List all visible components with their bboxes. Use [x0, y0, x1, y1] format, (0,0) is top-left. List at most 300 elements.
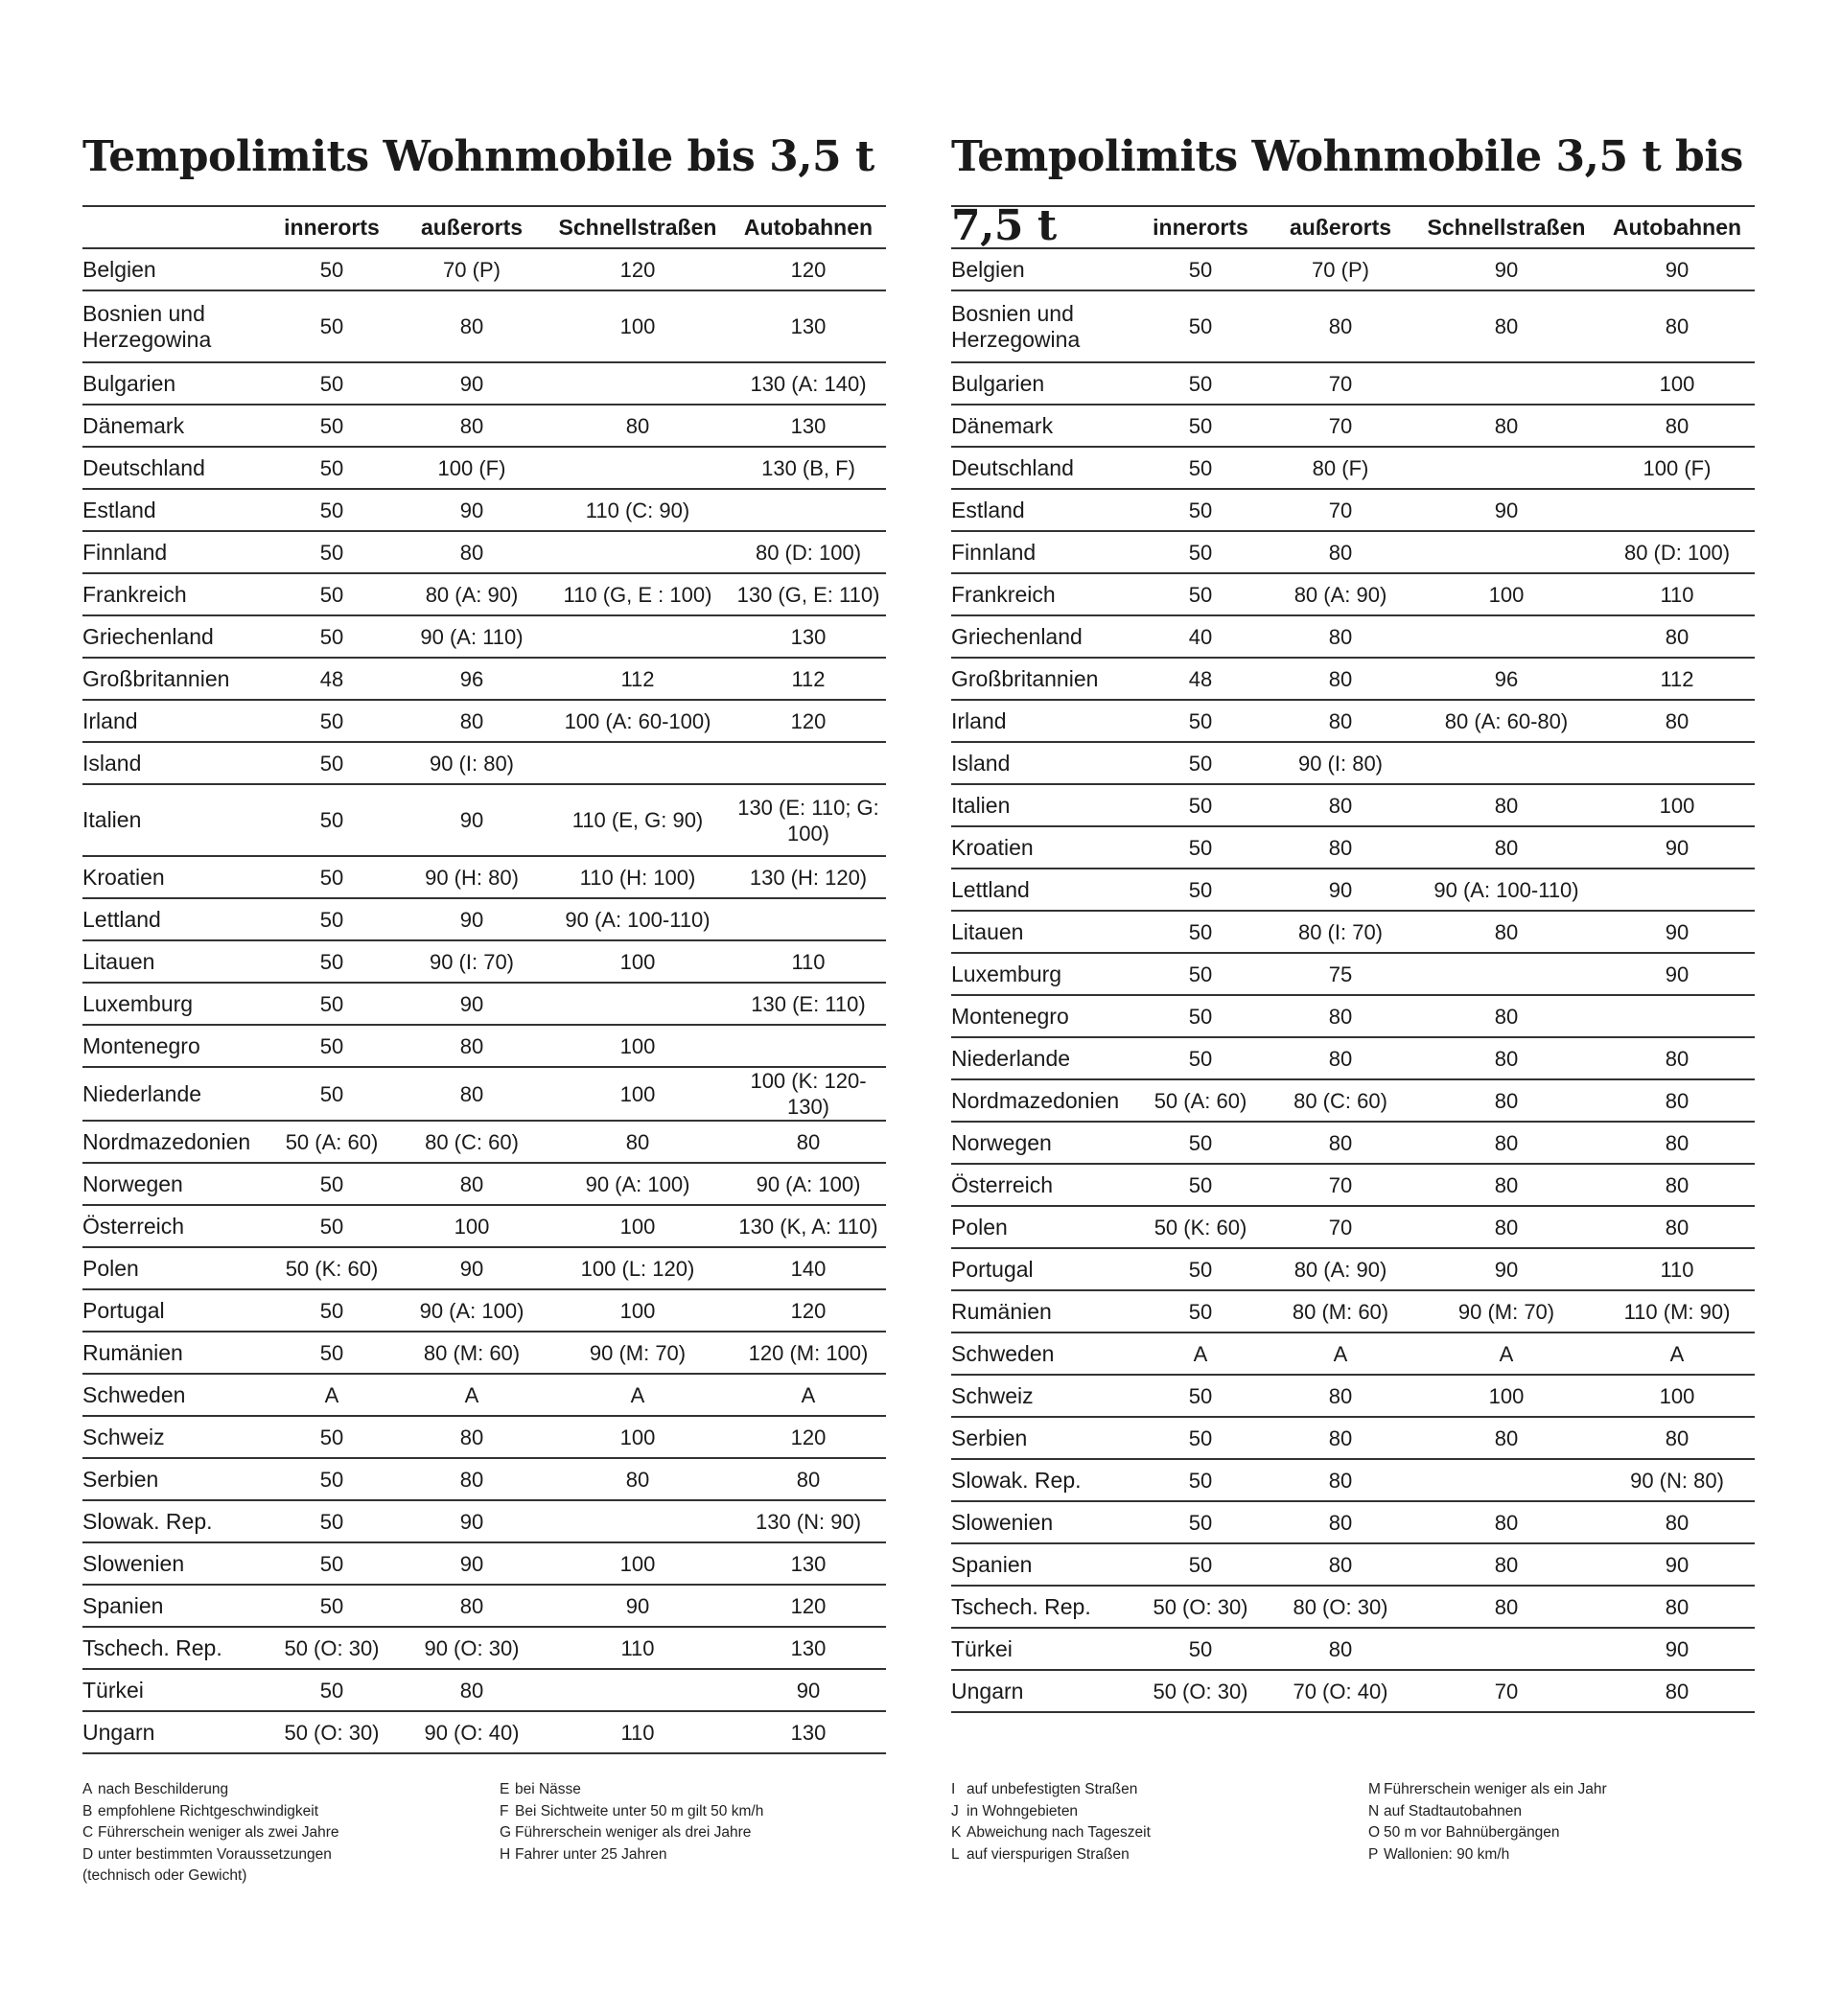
limit-cell: 50 [265, 248, 399, 290]
limit-cell: 100 [399, 1205, 545, 1247]
limit-cell: 50 (O: 30) [265, 1711, 399, 1753]
limit-cell: 70 [1268, 405, 1413, 447]
limit-cell [545, 447, 731, 489]
limit-cell: 80 (D: 100) [1599, 531, 1755, 573]
footnote-key: G [500, 1824, 512, 1841]
footnote-key: N [1368, 1802, 1380, 1819]
country-cell: Lettland [82, 898, 265, 940]
footnote [82, 1801, 485, 1823]
limit-cell: 80 [731, 1121, 886, 1163]
footnote-key: B [82, 1802, 93, 1819]
limit-cell: 90 [1599, 826, 1755, 869]
header-cell: außerorts [399, 206, 545, 248]
limit-cell: 50 [1133, 1501, 1268, 1543]
limit-cell: 80 [731, 1458, 886, 1500]
table-row [82, 856, 886, 898]
table-row [951, 447, 1755, 489]
limit-cell: 80 [1599, 1164, 1755, 1206]
header-cell-country [82, 206, 265, 248]
limit-cell: A [399, 1374, 545, 1416]
limit-cell: 50 [265, 1585, 399, 1627]
limit-cell: 40 [1133, 615, 1268, 658]
limit-cell: 50 [1133, 1248, 1268, 1290]
limit-cell: 96 [399, 658, 545, 700]
country-cell: Kroatien [82, 856, 265, 898]
limit-cell: 110 [731, 940, 886, 983]
table-row [82, 1416, 886, 1458]
country-cell: Norwegen [82, 1163, 265, 1205]
country-cell: Slowak. Rep. [951, 1459, 1133, 1501]
country-cell: Polen [82, 1247, 265, 1289]
header-cell: Autobahnen [731, 206, 886, 248]
footnote-continuation: (technisch oder Gewicht) [82, 1867, 247, 1884]
footnote-column [82, 1779, 485, 1888]
limit-cell: 80 [1268, 784, 1413, 826]
limit-cell: 50 [265, 290, 399, 362]
table-row [82, 742, 886, 784]
footnote-key: L [951, 1845, 960, 1863]
limit-cell: A [1268, 1332, 1413, 1375]
limit-cell: 50 [1133, 248, 1268, 290]
limit-cell: 80 [1268, 700, 1413, 742]
country-cell: Estland [82, 489, 265, 531]
country-cell: Island [951, 742, 1133, 784]
footnote [1368, 1801, 1771, 1823]
limit-cell: 90 [1413, 1248, 1599, 1290]
table-row [951, 1501, 1755, 1543]
limit-cell: 50 [265, 898, 399, 940]
table-row [951, 742, 1755, 784]
table-row [951, 869, 1755, 911]
limit-cell: 130 (G, E: 110) [731, 573, 886, 615]
limit-cell: 80 [1268, 1375, 1413, 1417]
limit-cell: 80 [1599, 1417, 1755, 1459]
country-cell: Österreich [82, 1205, 265, 1247]
country-cell: Spanien [82, 1585, 265, 1627]
table-row [82, 362, 886, 405]
limit-cell: 96 [1413, 658, 1599, 700]
country-cell: Belgien [82, 248, 265, 290]
country-cell: Dänemark [951, 405, 1133, 447]
limit-cell: 50 (A: 60) [265, 1121, 399, 1163]
table-row [82, 1163, 886, 1205]
limit-cell: 50 (K: 60) [1133, 1206, 1268, 1248]
limit-cell: 100 [1599, 784, 1755, 826]
footnote [951, 1822, 1354, 1844]
table-row [82, 573, 886, 615]
limit-cell: 50 [265, 1025, 399, 1067]
country-cell: Portugal [82, 1289, 265, 1332]
limit-cell: 130 (K, A: 110) [731, 1205, 886, 1247]
limit-cell: 80 [1413, 911, 1599, 953]
limit-cell [545, 615, 731, 658]
limit-cell: 100 [545, 940, 731, 983]
limit-cell: 90 (A: 100) [545, 1163, 731, 1205]
limit-cell: 80 [1268, 1628, 1413, 1670]
country-cell: Italien [82, 784, 265, 856]
limit-cell: 80 [1268, 1037, 1413, 1079]
footnote-key: I [951, 1781, 956, 1797]
country-cell: Lettland [951, 869, 1133, 911]
limit-cell: 90 (N: 80) [1599, 1459, 1755, 1501]
country-cell: Großbritannien [951, 658, 1133, 700]
table-row [951, 1037, 1755, 1079]
limit-cell: 50 [265, 1163, 399, 1205]
limit-cell: 90 [399, 983, 545, 1025]
limit-cell [545, 742, 731, 784]
limit-cell: 80 [1268, 531, 1413, 573]
limit-cell: 80 [1599, 1206, 1755, 1248]
limit-cell: 70 (P) [1268, 248, 1413, 290]
limit-cell [545, 362, 731, 405]
table-row [82, 700, 886, 742]
country-cell: Niederlande [951, 1037, 1133, 1079]
table-title: Tempolimits Wohnmobile bis 3,5 t [82, 132, 874, 181]
table-row [951, 405, 1755, 447]
limit-cell: 50 [265, 362, 399, 405]
limit-cell: 90 (A: 100) [731, 1163, 886, 1205]
limit-cell: 112 [545, 658, 731, 700]
limit-cell: 90 [399, 784, 545, 856]
limit-cell: 50 [265, 489, 399, 531]
table-row [951, 1290, 1755, 1332]
country-cell: Nordmazedonien [951, 1079, 1133, 1122]
table-row [951, 573, 1755, 615]
limit-cell: 100 (L: 120) [545, 1247, 731, 1289]
limit-cell: 120 [731, 248, 886, 290]
limit-cell [1413, 953, 1599, 995]
table-row [82, 784, 886, 856]
limit-cell [731, 489, 886, 531]
limit-cell: 50 [1133, 362, 1268, 405]
limit-cell: 120 [545, 248, 731, 290]
limit-cell: 80 [399, 700, 545, 742]
limit-cell: 90 [731, 1669, 886, 1711]
limit-cell: 130 (E: 110; G: 100) [731, 784, 886, 856]
table-row [951, 911, 1755, 953]
limit-cell: 80 [399, 405, 545, 447]
country-cell: Schweden [951, 1332, 1133, 1375]
limit-cell: 50 [1133, 953, 1268, 995]
country-cell: Portugal [951, 1248, 1133, 1290]
limit-cell: 80 (C: 60) [1268, 1079, 1413, 1122]
footnote [951, 1801, 1354, 1823]
limit-cell: 50 [1133, 1628, 1268, 1670]
country-cell: Litauen [951, 911, 1133, 953]
table-row [82, 940, 886, 983]
footnote-key: H [500, 1845, 511, 1863]
limit-cell: 90 [1599, 248, 1755, 290]
limit-cell: 70 [1413, 1670, 1599, 1712]
limit-cell: 100 (K: 120-130) [731, 1067, 886, 1121]
limit-cell: 110 [545, 1711, 731, 1753]
country-cell: Frankreich [82, 573, 265, 615]
limit-cell [545, 983, 731, 1025]
limit-cell: 50 [1133, 1037, 1268, 1079]
limit-cell: 90 (I: 70) [399, 940, 545, 983]
country-cell: Griechenland [951, 615, 1133, 658]
table-row [82, 1542, 886, 1585]
footnote-column [951, 1779, 1354, 1865]
table-row [951, 1586, 1755, 1628]
table-row [82, 489, 886, 531]
table-row [82, 658, 886, 700]
limit-cell [731, 898, 886, 940]
limit-cell: 80 [1268, 826, 1413, 869]
footnote-key: F [500, 1802, 509, 1819]
footnote-text: 50 m vor Bahnübergängen [1384, 1824, 1560, 1841]
limit-cell: 80 [1268, 1543, 1413, 1586]
country-cell: Deutschland [82, 447, 265, 489]
country-cell: Litauen [82, 940, 265, 983]
limit-cell: 70 [1268, 362, 1413, 405]
footnote-key: A [82, 1781, 93, 1797]
footnote-text: Abweichung nach Tageszeit [967, 1824, 1151, 1841]
limit-cell: 80 [1599, 615, 1755, 658]
table-row [951, 362, 1755, 405]
country-cell: Rumänien [82, 1332, 265, 1374]
limit-cell: A [731, 1374, 886, 1416]
footnote [951, 1779, 1354, 1801]
footnote-text: Wallonien: 90 km/h [1384, 1845, 1510, 1863]
table-row [951, 1670, 1755, 1712]
table-row [951, 1122, 1755, 1164]
limit-cell [1599, 995, 1755, 1037]
footnote [82, 1779, 485, 1801]
table-row [82, 898, 886, 940]
limit-cell: 80 [1599, 1079, 1755, 1122]
limit-cell: 48 [265, 658, 399, 700]
limit-cell: 50 [265, 1205, 399, 1247]
limit-cell: 90 [399, 489, 545, 531]
limit-cell: 80 (A: 90) [1268, 1248, 1413, 1290]
limit-cell: 70 (P) [399, 248, 545, 290]
limit-cell: 50 [265, 1542, 399, 1585]
limit-cell: 120 (M: 100) [731, 1332, 886, 1374]
country-cell: Bosnien und Herzegowina [951, 290, 1133, 362]
country-cell: Polen [951, 1206, 1133, 1248]
limit-cell: 50 [265, 1500, 399, 1542]
limit-cell: 50 [1133, 489, 1268, 531]
limit-cell: 90 (O: 40) [399, 1711, 545, 1753]
limit-cell: 50 [265, 531, 399, 573]
footnote-text: bei Nässe [515, 1781, 581, 1797]
limit-cell: 130 (B, F) [731, 447, 886, 489]
speed-limit-table [951, 205, 1755, 1713]
limit-cell: 90 [399, 362, 545, 405]
limit-cell: 75 [1268, 953, 1413, 995]
limit-cell: 90 [399, 1500, 545, 1542]
limit-cell: 80 (A: 60-80) [1413, 700, 1599, 742]
limit-cell: 80 (M: 60) [1268, 1290, 1413, 1332]
limit-cell: 90 [1599, 911, 1755, 953]
header-cell: außerorts [1268, 206, 1413, 248]
country-cell: Serbien [951, 1417, 1133, 1459]
country-cell: Tschech. Rep. [82, 1627, 265, 1669]
limit-cell: 112 [731, 658, 886, 700]
footnote-column [1368, 1779, 1771, 1865]
table-row [82, 1711, 886, 1753]
country-cell: Rumänien [951, 1290, 1133, 1332]
table-row [951, 1628, 1755, 1670]
table-row [82, 1025, 886, 1067]
limit-cell: 80 [545, 405, 731, 447]
limit-cell: 70 (O: 40) [1268, 1670, 1413, 1712]
limit-cell: 100 [545, 1289, 731, 1332]
limit-cell: 90 [1599, 953, 1755, 995]
limit-cell: 80 [1268, 1417, 1413, 1459]
limit-cell: 130 (A: 140) [731, 362, 886, 405]
footnote [1368, 1844, 1771, 1866]
limit-cell: 110 (C: 90) [545, 489, 731, 531]
limit-cell: 80 [1413, 1586, 1599, 1628]
table-row [82, 1067, 886, 1121]
country-cell: Bulgarien [82, 362, 265, 405]
country-cell: Finnland [951, 531, 1133, 573]
limit-cell [731, 742, 886, 784]
table-row [82, 1585, 886, 1627]
limit-cell: 90 (A: 100) [399, 1289, 545, 1332]
footnote-text: auf unbefestigten Straßen [967, 1781, 1138, 1797]
limit-cell [1599, 489, 1755, 531]
limit-cell: 80 (I: 70) [1268, 911, 1413, 953]
limit-cell: 110 [1599, 1248, 1755, 1290]
country-cell: Irland [82, 700, 265, 742]
limit-cell: 90 [1599, 1543, 1755, 1586]
limit-cell: 90 [399, 898, 545, 940]
limit-cell [545, 1500, 731, 1542]
limit-cell: 100 [1599, 362, 1755, 405]
limit-cell: 80 [1413, 1501, 1599, 1543]
limit-cell: 80 [399, 1025, 545, 1067]
limit-cell: 50 [1133, 995, 1268, 1037]
limit-cell: 80 [1268, 995, 1413, 1037]
limit-cell: 110 [545, 1627, 731, 1669]
limit-cell: 80 [399, 531, 545, 573]
limit-cell: 50 [265, 1416, 399, 1458]
limit-cell: A [1599, 1332, 1755, 1375]
limit-cell: 50 (K: 60) [265, 1247, 399, 1289]
table-row [951, 1206, 1755, 1248]
table-row [951, 290, 1755, 362]
limit-cell: 80 (F) [1268, 447, 1413, 489]
table-row [951, 1164, 1755, 1206]
limit-cell [1413, 742, 1599, 784]
limit-cell: 90 (M: 70) [545, 1332, 731, 1374]
limit-cell: 90 [545, 1585, 731, 1627]
limit-cell: 80 [1599, 1670, 1755, 1712]
limit-cell: 50 [1133, 405, 1268, 447]
limit-cell: 80 [399, 290, 545, 362]
limit-cell: 80 [1268, 658, 1413, 700]
table-row [951, 248, 1755, 290]
country-cell: Spanien [951, 1543, 1133, 1586]
footnote-text: Führerschein weniger als ein Jahr [1384, 1781, 1607, 1797]
limit-cell: 50 [265, 856, 399, 898]
limit-cell: 80 [1413, 405, 1599, 447]
footnote-key: J [951, 1802, 959, 1819]
country-cell: Tschech. Rep. [951, 1586, 1133, 1628]
limit-cell: 80 [1599, 1037, 1755, 1079]
limit-cell [1413, 362, 1599, 405]
limit-cell [1413, 531, 1599, 573]
limit-cell: A [265, 1374, 399, 1416]
limit-cell: 50 (A: 60) [1133, 1079, 1268, 1122]
limit-cell: 50 [1133, 1417, 1268, 1459]
header-cell: innerorts [265, 206, 399, 248]
table-row [82, 1627, 886, 1669]
limit-cell: 80 [1599, 1586, 1755, 1628]
table-row [951, 826, 1755, 869]
limit-cell: 80 [1413, 1543, 1599, 1586]
footnote-text: Bei Sichtweite unter 50 m gilt 50 km/h [515, 1802, 764, 1819]
footnote [500, 1822, 902, 1844]
limit-cell: 80 [1413, 1417, 1599, 1459]
limit-cell: 80 [1413, 1122, 1599, 1164]
table-panel-left [82, 123, 886, 1754]
table-row [82, 447, 886, 489]
country-cell: Slowak. Rep. [82, 1500, 265, 1542]
footnote-key: O [1368, 1824, 1381, 1841]
limit-cell: 130 [731, 1711, 886, 1753]
footnote-column [500, 1779, 902, 1865]
limit-cell: 50 [265, 447, 399, 489]
limit-cell: 100 [545, 1542, 731, 1585]
footnote-text: in Wohngebieten [967, 1802, 1079, 1819]
limit-cell: 110 [1599, 573, 1755, 615]
limit-cell: 50 [265, 742, 399, 784]
country-cell: Nordmazedonien [82, 1121, 265, 1163]
table-row [951, 784, 1755, 826]
country-cell: Luxemburg [951, 953, 1133, 995]
country-cell: Dänemark [82, 405, 265, 447]
limit-cell: 100 [1599, 1375, 1755, 1417]
limit-cell: 100 [1413, 1375, 1599, 1417]
header-cell: Autobahnen [1599, 206, 1755, 248]
table-row [951, 658, 1755, 700]
country-cell: Schweiz [82, 1416, 265, 1458]
limit-cell: 80 [1413, 784, 1599, 826]
country-cell: Türkei [82, 1669, 265, 1711]
country-cell: Belgien [951, 248, 1133, 290]
limit-cell: 50 [1133, 869, 1268, 911]
country-cell: Bulgarien [951, 362, 1133, 405]
table-title: Tempolimits Wohnmobile 3,5 t bis 7,5 t [951, 132, 1743, 250]
country-cell: Niederlande [82, 1067, 265, 1121]
limit-cell: 80 [399, 1163, 545, 1205]
limit-cell: 50 (O: 30) [265, 1627, 399, 1669]
limit-cell: 50 [265, 983, 399, 1025]
limit-cell: 100 (A: 60-100) [545, 700, 731, 742]
limit-cell: 50 [1133, 290, 1268, 362]
table-row [951, 615, 1755, 658]
limit-cell: 100 (F) [399, 447, 545, 489]
country-cell: Großbritannien [82, 658, 265, 700]
limit-cell: 50 (O: 30) [1133, 1670, 1268, 1712]
limit-cell: 110 (G, E : 100) [545, 573, 731, 615]
limit-cell: 90 [399, 1542, 545, 1585]
footnote [500, 1844, 902, 1866]
limit-cell: 90 (A: 100-110) [1413, 869, 1599, 911]
table-row [82, 1289, 886, 1332]
footnote [1368, 1779, 1771, 1801]
limit-cell: A [545, 1374, 731, 1416]
country-cell: Deutschland [951, 447, 1133, 489]
limit-cell: 90 (H: 80) [399, 856, 545, 898]
limit-cell: 90 (A: 110) [399, 615, 545, 658]
limit-cell: 130 [731, 405, 886, 447]
country-cell: Frankreich [951, 573, 1133, 615]
